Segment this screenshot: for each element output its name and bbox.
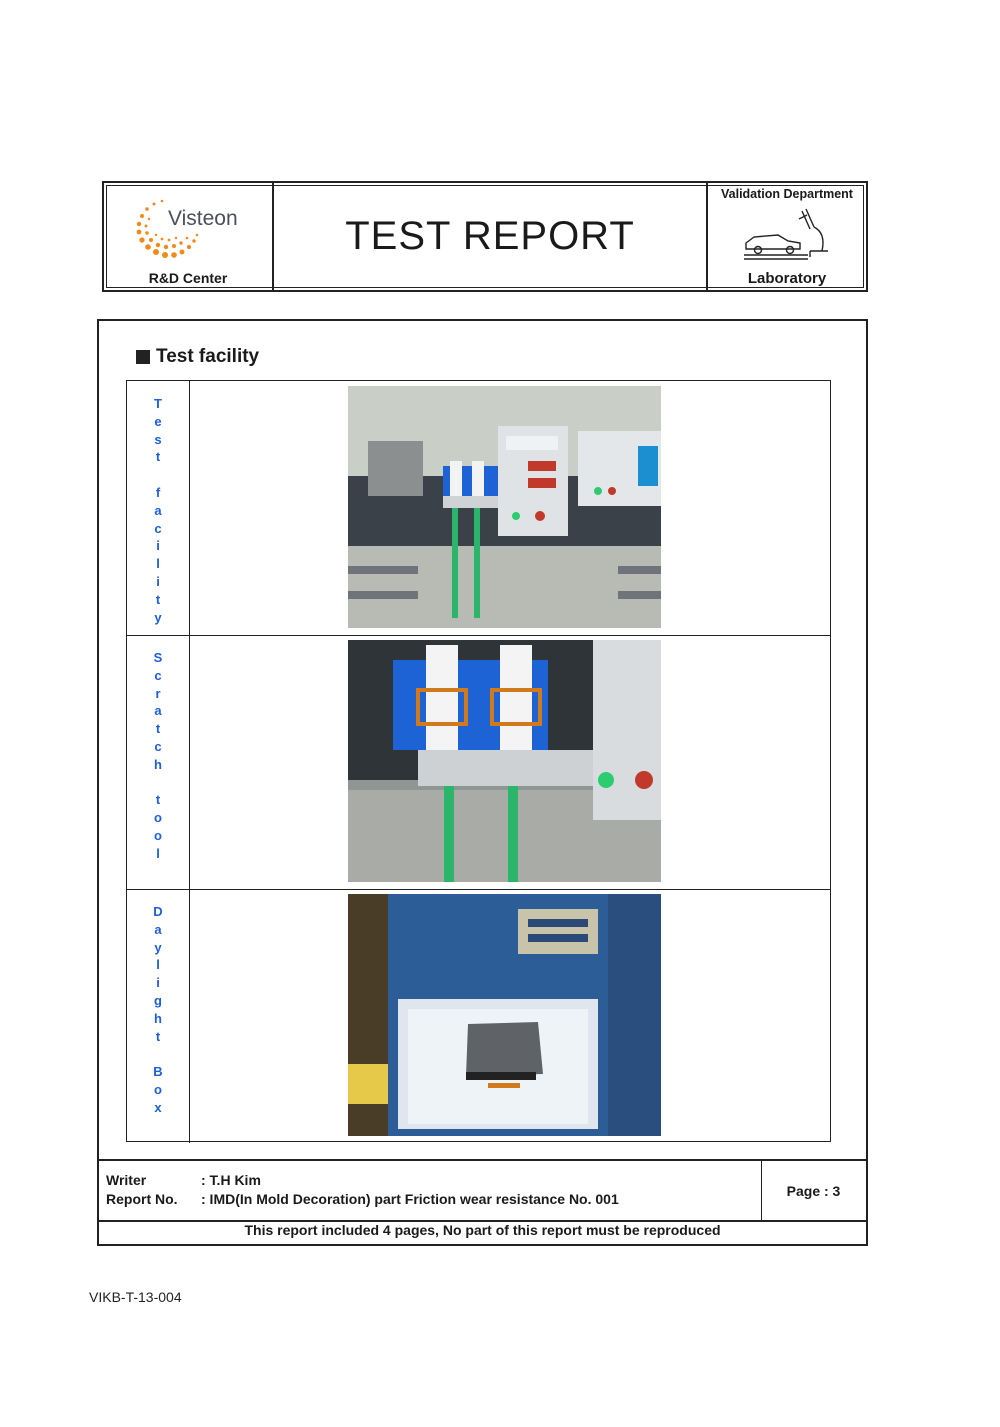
report-footer (97, 1161, 868, 1246)
writer-value: : T.H Kim (201, 1172, 261, 1188)
facility-row (127, 635, 830, 890)
facility-label: S c r a t c h t o o l (153, 650, 163, 861)
facility-row (127, 889, 830, 1143)
microscope-car-icon (744, 205, 828, 263)
report-no-key: Report No. (106, 1191, 178, 1207)
page-number: Page : 3 (786, 1182, 841, 1199)
report-title: TEST REPORT (345, 214, 635, 258)
document-code: VIKB-T-13-004 (89, 1289, 182, 1305)
department-label: Validation Department (721, 187, 853, 201)
facility-label-cell (127, 889, 190, 1143)
facility-table (126, 380, 831, 1142)
facility-label-cell (127, 381, 190, 635)
report-header (102, 181, 868, 292)
report-no-value: : IMD(In Mold Decoration) part Friction wear resistance No. 001 (201, 1191, 619, 1207)
section-heading (136, 346, 259, 368)
facility-label: D a y l i g h t B o x (153, 904, 163, 1115)
footer-info (99, 1161, 866, 1222)
section-title: Test facility (156, 346, 260, 367)
laboratory-label: Laboratory (747, 270, 827, 287)
reproduction-notice: This report included 4 pages, No part of this report must be reproduced (244, 1222, 721, 1238)
scratch-tool-photo (348, 640, 661, 882)
facility-row (127, 381, 830, 636)
facility-label: T e s t f a c i l i t y (154, 396, 162, 625)
bullet-square-icon (136, 350, 150, 364)
title-cell (274, 183, 708, 290)
logo-cell (104, 183, 274, 290)
writer-row (106, 1172, 261, 1188)
daylight-box-photo (348, 894, 661, 1136)
writer-key: Writer (106, 1172, 147, 1188)
facility-label-cell (127, 635, 190, 889)
report-body (97, 319, 868, 1161)
test-facility-photo (348, 386, 661, 628)
logo-wordmark: Visteon (168, 207, 238, 230)
report-no-row (106, 1191, 619, 1207)
rd-center-label: R&D Center (148, 270, 228, 286)
footer-left-cell (99, 1161, 762, 1220)
lab-cell (708, 183, 866, 290)
